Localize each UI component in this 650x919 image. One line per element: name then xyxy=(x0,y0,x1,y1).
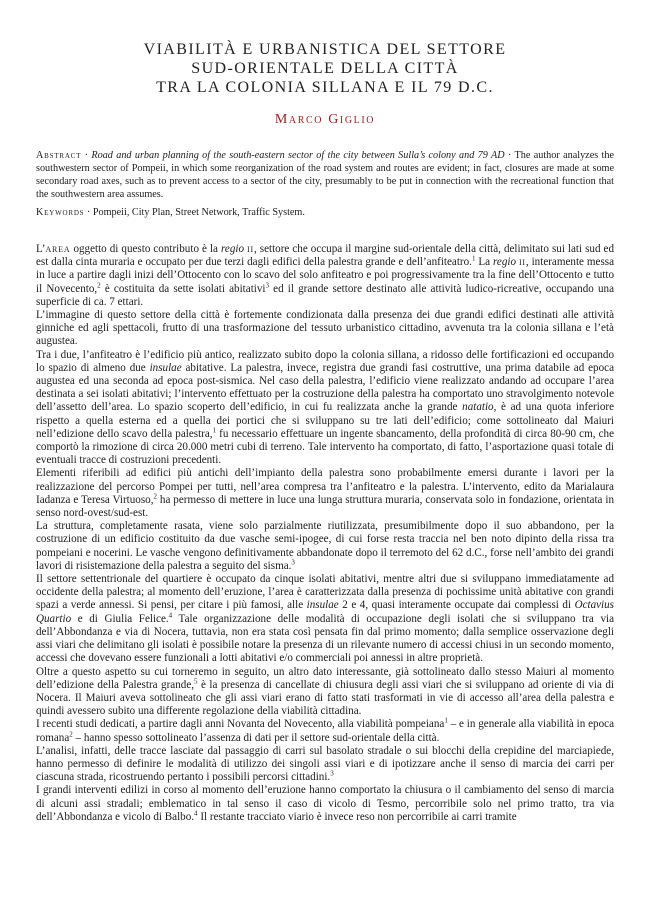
abstract-title: Road and urban planning of the south-eastern sector of the city between Sulla’s colony and 79 AD xyxy=(91,150,505,161)
italic-text: regio xyxy=(493,256,517,269)
footnote-ref: 2 xyxy=(97,280,101,289)
text-run: , settore che occupa il margine sud-orientale della città, delimitato sui lati sud ed est dalla cinta muraria e occupato per due terzi dagli edifici della palestra grande e dell’anfiteatro. xyxy=(36,243,615,269)
small-caps-text: area xyxy=(45,243,71,255)
keywords xyxy=(36,206,614,219)
article-page xyxy=(36,0,614,824)
abstract-separator: · xyxy=(81,150,92,161)
text-run: – e in generale alla viabilità in epoca romana xyxy=(36,718,614,744)
article-title xyxy=(36,40,614,97)
italic-text: insulae xyxy=(306,599,339,612)
text-run: L’immagine di questo settore della città è fortemente condizionata dalla presenza dei due grandi edifici destinati alle attività ginniche ed agli spettacoli, frutto di una trasformazione del tessuto urbanistico cittadino, avvenuta tra la colonia sillana e l’età augustea. xyxy=(36,309,614,348)
body-paragraph xyxy=(36,243,614,309)
text-run: La struttura, completamente rasata, viene solo parzialmente riutilizzata, presumibilmente dopo il suo abbandono, per la costruzione di un edificio costituito da due vasche semi-ipogee, di cui forse resta traccia nel ben noto dipinto della rissa tra pompeiani e nocerini. Le vasche vengono definitivamente abbandonate dopo il terremoto del 62 d.C., forse nell’ambito dei grandi lavori di risistemazione della palestra a seguito del sisma. xyxy=(36,520,614,572)
body-paragraph xyxy=(36,666,614,719)
text-run: Il settore settentrionale del quartiere è occupato da cinque isolati abitativi, mentre altri due si sviluppano immediatamente ad occidente della palestra; al momento dell’eruzione, l’area è caratterizzata dalla presenza di pochissime unità abitative con grandi spazi a verde annessi. Si pensi, per citare i più famosi, alle xyxy=(36,573,614,612)
text-run: è costituita da sette isolati abitativi xyxy=(100,282,266,295)
body-paragraph xyxy=(36,349,614,468)
small-caps-text: ii xyxy=(518,256,526,269)
body-paragraph xyxy=(36,718,614,744)
article-body xyxy=(36,243,614,824)
text-run: e di Giulia Felice. xyxy=(71,612,169,625)
text-run: ha permesso di mettere in luce una lunga struttura muraria, conservata solo in fondazione, orientata in senso nord-ovest/sud-est. xyxy=(36,493,614,520)
footnote-ref: 2 xyxy=(153,492,157,501)
text-run: , è ad una quota inferiore rispetto a quella esterna ed a quella dei portici che si sviluppano su tre lati dell’edificio; come sottolineato dal Maiuri nell’edizione dello scavo della palestra, xyxy=(36,401,615,440)
italic-text: Octavius Quartio xyxy=(36,599,614,625)
text-run: è la presenza di cancellate di chiusura degli assi viari che si sviluppano ad oriente di via di Nocera. Il Maiuri aveva sottolineato che gli assi viari erano di fatto stati trasformati in vie di accesso all’area della palestra e quindi avessero subito una differente regolazione della viabilità cittadina. xyxy=(36,678,614,718)
footnote-ref: 3 xyxy=(330,769,334,778)
text-run: 2 e 4, quasi interamente occupate dai complessi di xyxy=(338,599,575,612)
text-run: oggetto di questo contributo è la xyxy=(70,243,221,255)
text-run: – hanno spesso sottolineato l’assenza di dati per il settore sud-orientale della città. xyxy=(72,731,440,744)
title-line: VIABILITÀ E URBANISTICA DEL SETTORE xyxy=(143,41,507,58)
text-run: Il restante tracciato viario è invece reso non percorribile ai carri tramite xyxy=(197,810,517,823)
text-run: La xyxy=(475,256,494,269)
footnote-ref: 1 xyxy=(212,426,217,435)
title-line: SUD-ORIENTALE DELLA CITTÀ xyxy=(191,60,459,77)
footnote-ref: 2 xyxy=(69,729,73,738)
abstract-text: · The author analyzes the southwestern sector of Pompeii, in which some reorganization of the road system and routes are evident; in fact, closures are made at some secondary road axes, such as to prevent access to a sector of the city, presumably to be put in connection with the recreational function that the southwestern area assumes. xyxy=(36,150,614,200)
abstract-label: Abstract xyxy=(36,150,82,161)
text-run: fu necessario effettuare un ingente sbancamento, della profondità di circa 80-90 cm, che comportò la rimozione di circa 20.000 metri cubi di terreno. Tale intervento ha comportato, di fatto, l’asportazione quasi totale di eventuali tracce di costruzioni precedenti. xyxy=(36,427,614,467)
text-run: ed il grande settore destinato alle attività ludico-ricreative, occupando una superficie di ca. 7 ettari. xyxy=(36,282,614,308)
text-run: Tra i due, l’anfiteatro è l’edificio più antico, realizzato subito dopo la colonia sillana, a ridosso delle fortificazioni ed occupando lo spazio di almeno due xyxy=(36,348,614,374)
body-paragraph xyxy=(36,309,614,349)
footnote-ref: 4 xyxy=(194,809,198,818)
text-run: abitative. La palestra, invece, registra due grandi fasi costruttive, una prima databile ad epoca augustea ed una seconda ad epoca post-sismica. Nel caso della palestra, l’edificio viene realizzato andando ad occupare l’area destinata a sei isolati abitativi; l’intervento effettuato per la costruzione della palestra ha comportato uno stravolgimento notevole dell’assetto dell’area. Lo spazio scoperto dell’edificio, in cui fu realizzata anche la grande xyxy=(36,361,614,414)
text-run: I recenti studi dedicati, a partire dagli anni Novanta del Novecento, alla viabilità pompeiana xyxy=(36,718,445,731)
footnote-ref: 3 xyxy=(291,558,295,567)
footnote-ref: 4 xyxy=(168,611,173,619)
author-name: Marco Giglio xyxy=(274,112,376,127)
keywords-text: · Pompeii, City Plan, Street Network, Traffic System. xyxy=(84,207,305,218)
text-run: Oltre a questo aspetto su cui torneremo in seguito, un altro dato interessante, già sottolineato dallo stesso Maiuri al momento dell’edizione della Palestra grande, xyxy=(36,665,614,691)
footnote-ref: 5 xyxy=(194,677,198,686)
italic-text: natatio xyxy=(462,401,494,414)
text-run: L’analisi, infatti, delle tracce lasciate dal passaggio di carri sul basolato stradale o sui blocchi della crepidine del marciapiede, hanno permesso di definire le modalità di utilizzo dei singoli assi viari e di ipotizzare anche il senso di marcia dei carri per ciascuna strada, ricostruendo pertanto i possibili percorsi cittadini. xyxy=(36,744,614,784)
body-paragraph xyxy=(36,520,614,573)
body-paragraph xyxy=(36,784,614,824)
keywords-label: Keywords xyxy=(36,207,85,218)
footnote-ref: 3 xyxy=(265,280,269,289)
text-run: Tale organizzazione delle modalità di occupazione degli isolati che si sviluppano tra via dell’Abbondanza e via di Nocera, tuttavia, non era stata così pensata fin dal primo momento; dalla semplice osservazione degli assi viari che delimitano gli isolati è possibile notare la presenza di un rilevante numero di accessi chiusi in un secondo momento, accessi che dovevano essere funzionali a lotti abitativi e/o commerciali poi annessi in altre proprietà. xyxy=(36,612,614,665)
italic-text: insulae xyxy=(149,361,182,374)
body-paragraph xyxy=(36,745,614,785)
body-paragraph xyxy=(36,573,614,665)
body-paragraph xyxy=(36,467,614,520)
text-run: , interamente messa in luce a partire dagli inizi dell’Ottocento con lo scavo del solo anfiteatro e poi progressivamente tra la fine dell’Ottocento e tutto il Novecento, xyxy=(36,256,615,295)
title-line: TRA LA COLONIA SILLANA E IL 79 D.C. xyxy=(156,79,494,96)
abstract xyxy=(36,149,614,201)
small-caps-text: ii xyxy=(247,243,254,255)
text-run: L’ xyxy=(36,243,46,255)
italic-text: regio xyxy=(220,243,244,255)
footnote-ref: 1 xyxy=(444,716,448,725)
text-run: Elementi riferibili ad edifici più antichi dell’impianto della palestra sono probabilmente emersi durante i lavori per la realizzazione del percorso Pompei per tutti, nell’area compresa tra l’anfiteatro e la palestra. L’intervento, edito da Marialaura Iadanza e Teresa Virtuoso, xyxy=(36,467,614,506)
footnote-ref: 1 xyxy=(471,254,476,263)
text-run: I grandi interventi edilizi in corso al momento dell’eruzione hanno comportato la chiusura o il cambiamento del senso di marcia di alcuni assi stradali; emblematico in tal senso il caso di vicolo di Tesmo, percorribile solo nel primo tratto, tra via dell’Abbondanza e vicolo di Balbo. xyxy=(36,784,614,823)
